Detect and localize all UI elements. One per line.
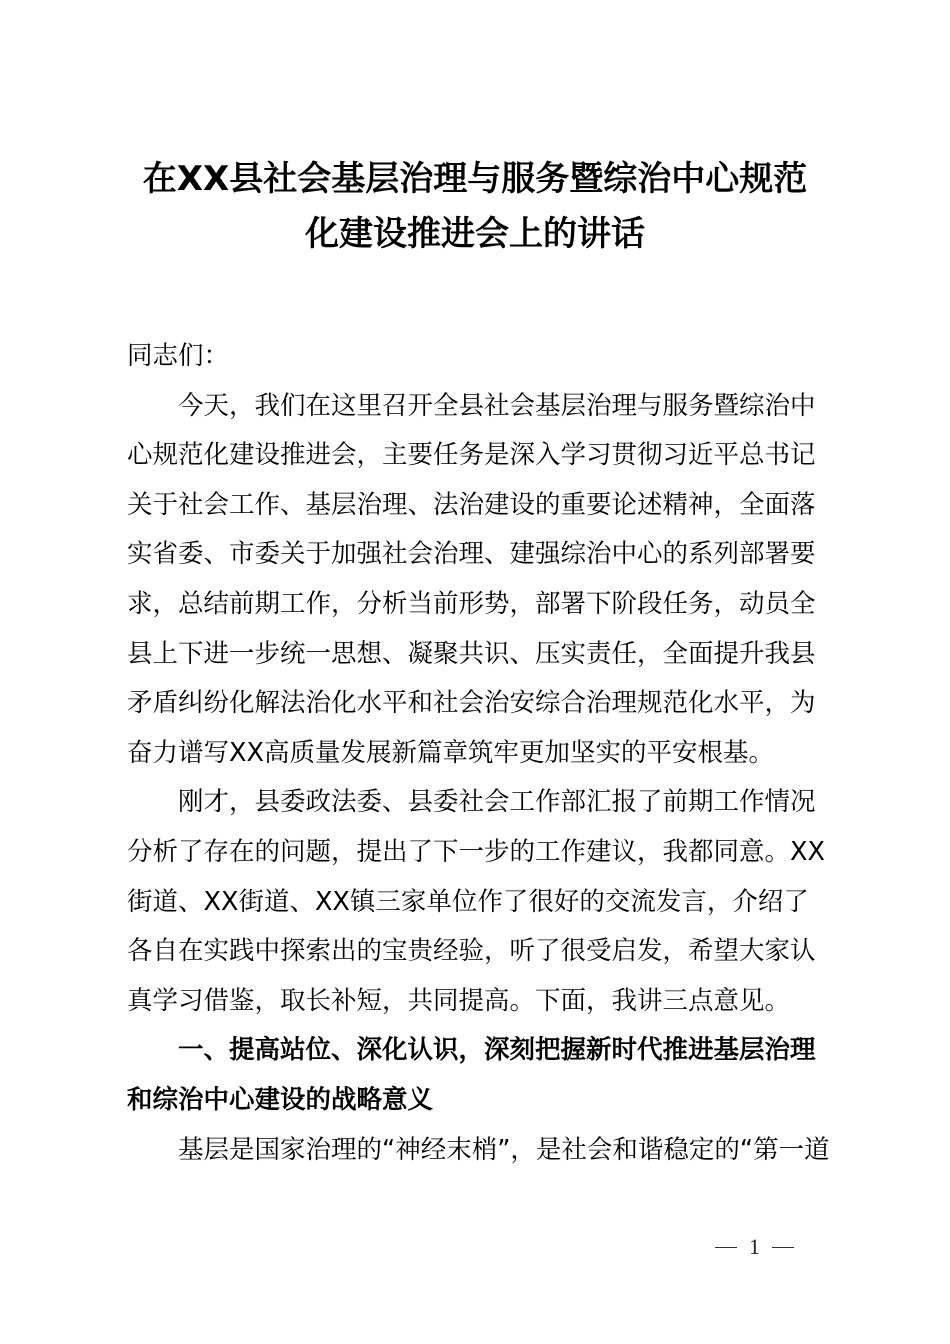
paragraph-3-line-1: 基层是国家治理的“神经末梢”，是社会和谐稳定的“第一道 (178, 1134, 830, 1165)
paragraph-1-line-7: 矛盾纠纷化解法治化水平和社会治安综合治理规范化水平，为 (127, 688, 816, 719)
paragraph-1-line-5: 求，总结前期工作，分析当前形势，部署下阶段任务，动员全 (127, 588, 816, 619)
paragraph-1-line-4: 实省委、市委关于加强社会治理、建强综治中心的系列部署要 (127, 539, 816, 570)
dash-left (715, 1247, 737, 1248)
salutation: 同志们： (127, 341, 230, 371)
paragraph-2-line-5: 真学习借鉴，取长补短，共同提高。下面，我讲三点意见。 (127, 985, 791, 1016)
paragraph-2-line-3: 街道、XX街道、XX镇三家单位作了很好的交流发言，介绍了 (127, 886, 809, 917)
section-heading-line-1: 一、提高站位、深化认识，深刻把握新时代推进基层治理 (178, 1035, 816, 1066)
paragraph-1-line-3: 关于社会工作、基层治理、法治建设的重要论述精神，全面落 (127, 489, 816, 520)
paragraph-1-line-8: 奋力谱写XX高质量发展新篇章筑牢更加坚实的平安根基。 (127, 737, 774, 768)
title-line-2: 化建设推进会上的讲话 (305, 214, 645, 254)
paragraph-2-line-2: 分析了存在的问题，提出了下一步的工作建议，我都同意。XX (127, 836, 825, 867)
paragraph-2-line-4: 各自在实践中探索出的宝贵经验，听了很受启发，希望大家认 (127, 936, 816, 967)
page-number-footer (715, 1234, 805, 1260)
dash-right (772, 1247, 794, 1248)
paragraph-1-line-2: 心规范化建设推进会，主要任务是深入学习贯彻习近平总书记 (127, 440, 816, 471)
document-title (110, 152, 840, 262)
section-heading-line-2: 和综治中心建设的战略意义 (127, 1084, 434, 1115)
document-body (127, 332, 837, 1175)
paragraph-1-line-6: 县上下进一步统一思想、凝聚共识、压实责任，全面提升我县 (127, 638, 816, 669)
title-line-1: 在XX县社会基层治理与服务暨综治中心规范 (142, 159, 808, 199)
paragraph-2-line-1: 刚才，县委政法委、县委社会工作部汇报了前期工作情况 (178, 787, 816, 818)
paragraph-1-line-1: 今天，我们在这里召开全县社会基层治理与服务暨综治中 (178, 390, 816, 421)
page-number: 1 (749, 1234, 760, 1259)
